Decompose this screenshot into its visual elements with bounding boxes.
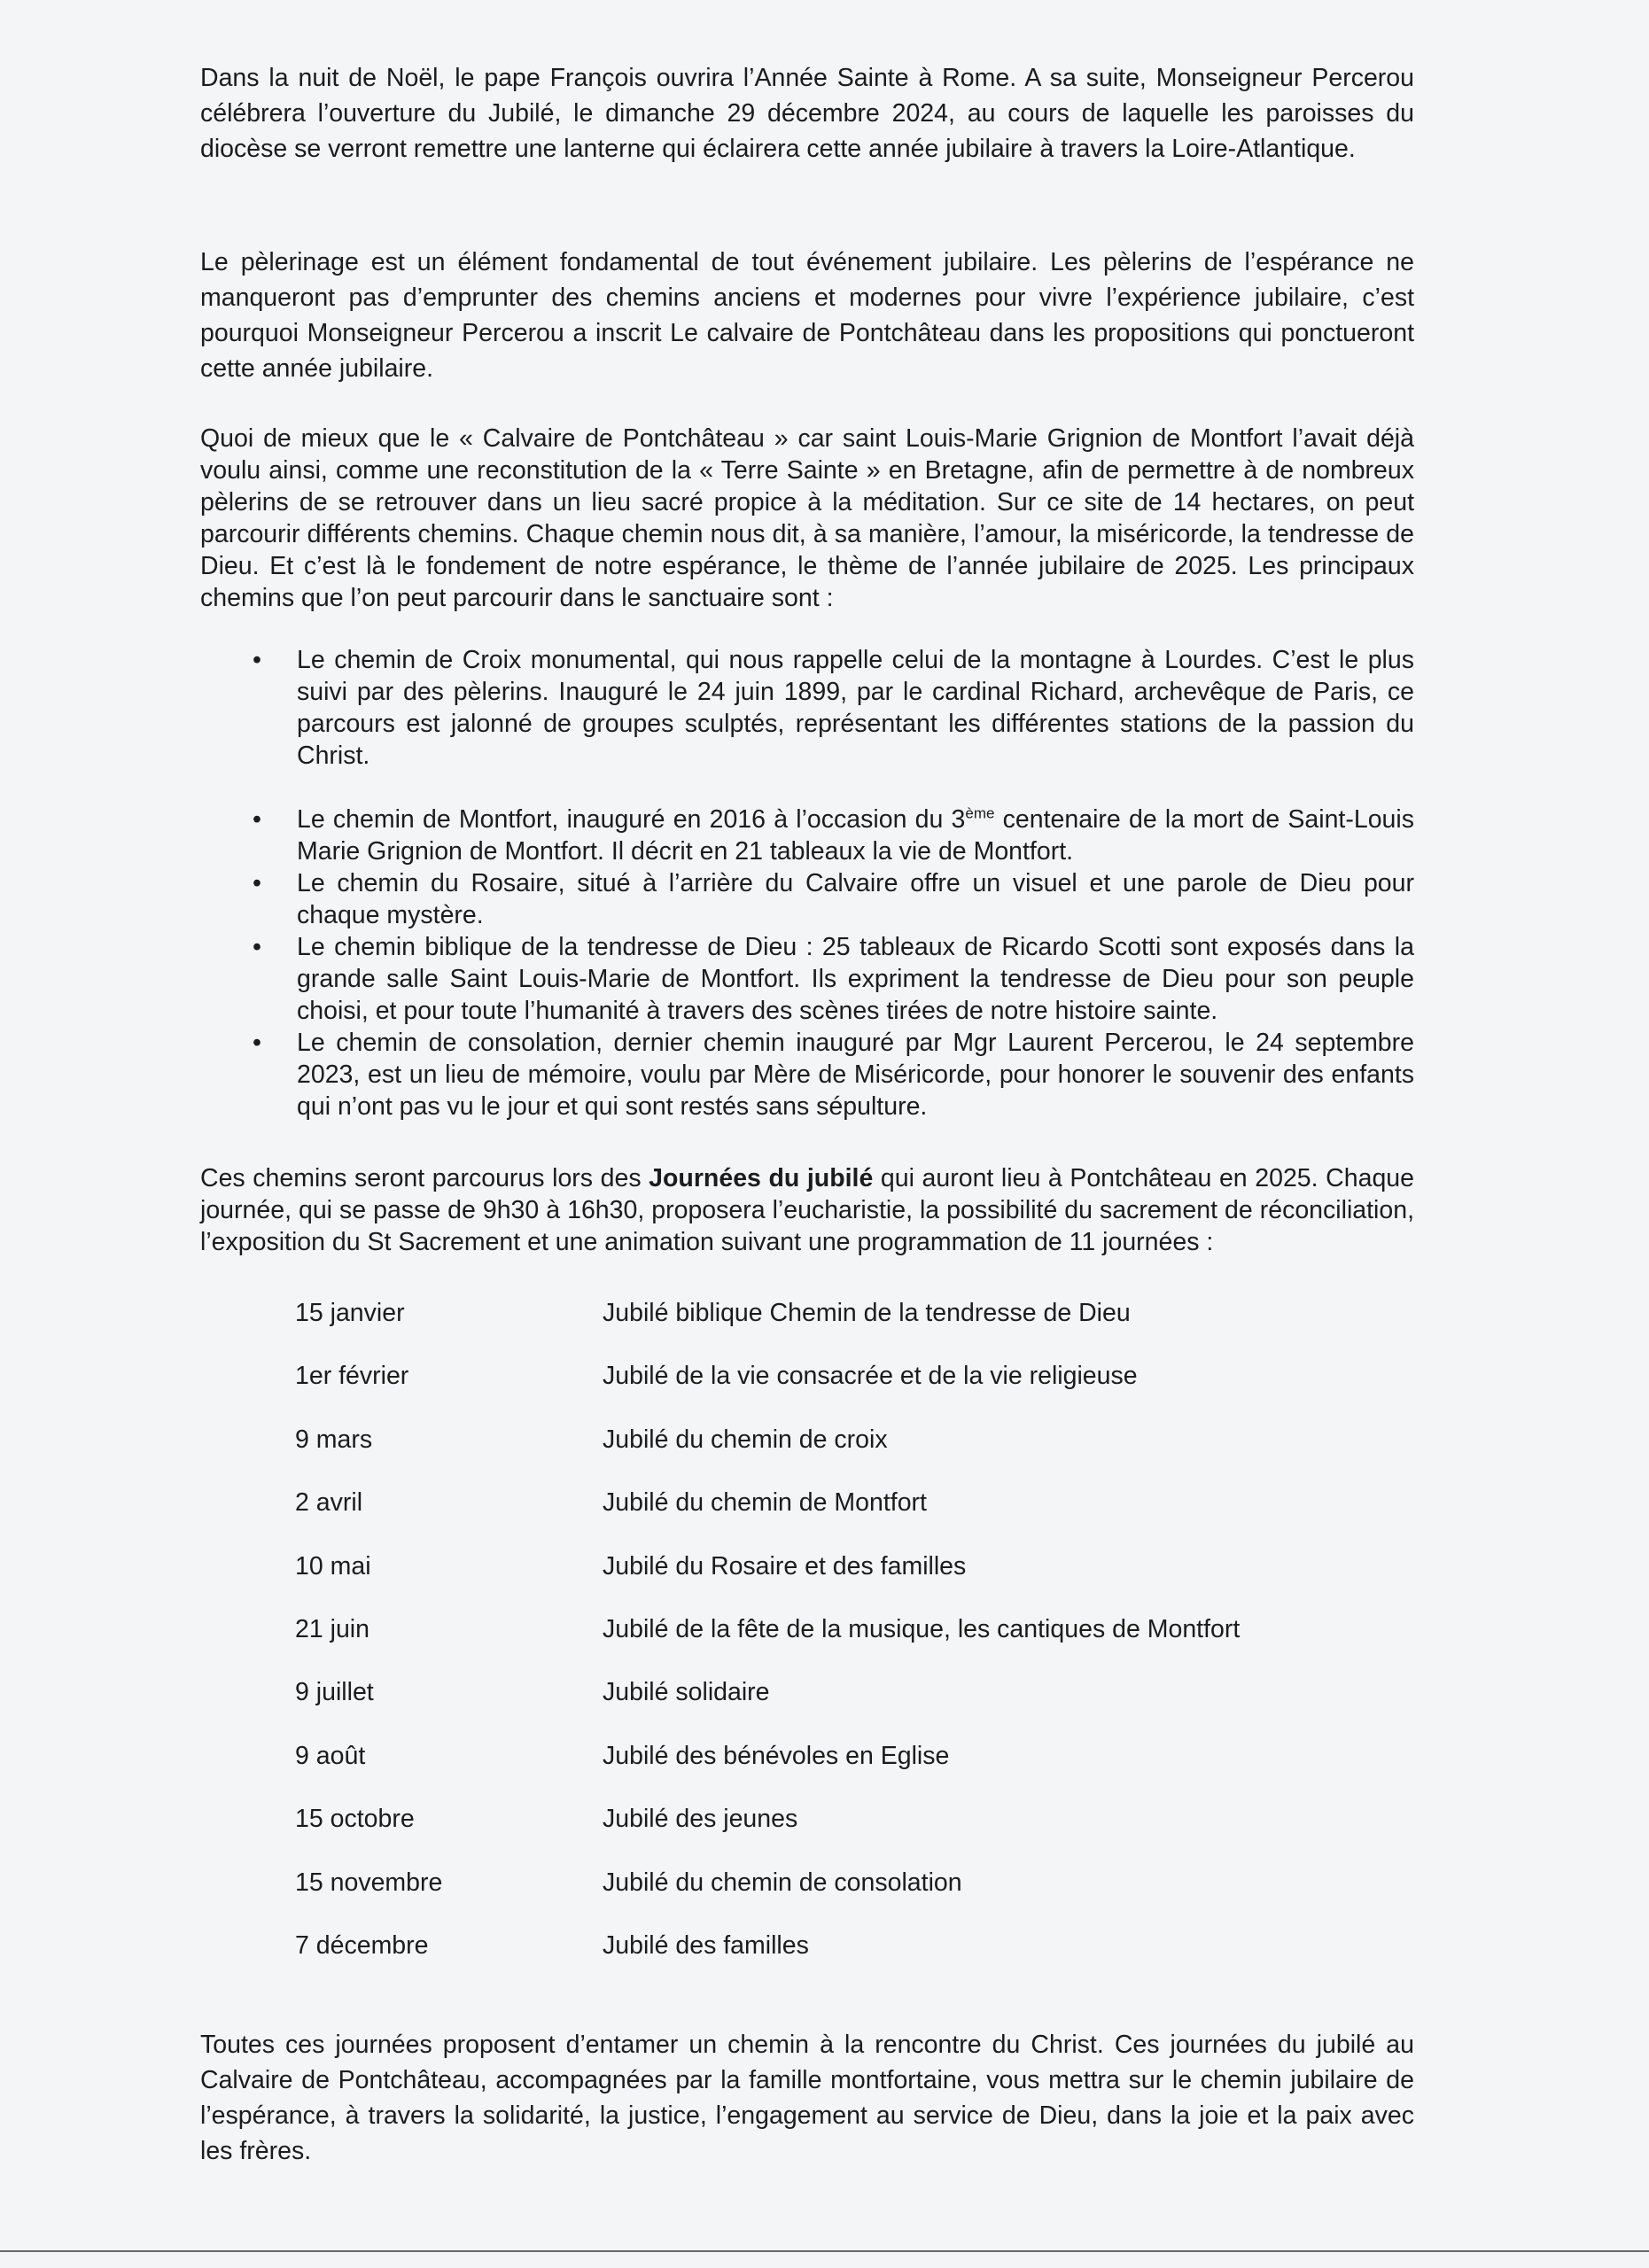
paragraph-jubilee-opening: Dans la nuit de Noël, le pape François ouvrira l’Année Sainte à Rome. A sa suite, Monseigneur Percerou célébrera l’ouverture du Jubilé, le dimanche 29 décembre 2024, au cours de laquelle les paroisses du diocèse se verront remettre une lanterne qui éclairera cette année jubilaire à travers la Loire-Atlantique. (200, 64, 1414, 163)
paragraph-journees-text: qui auront lieu à Pontchâteau en 2025. Chaque journée, qui se passe de 9h30 à 16h30, proposera l’eucharistie, la possibilité du sacrement de réconciliation, l’exposition du St Sacrement et une animation suivant une programmation de 11 journées : (200, 1164, 1414, 1256)
intro-paragraph-block (200, 60, 1414, 167)
schedule-event: Jubilé de la fête de la musique, les cantiques de Montfort (603, 1615, 1241, 1643)
paragraph-closing: Toutes ces journées proposent d’entamer un chemin à la rencontre du Christ. Ces journées du jubilé au Calvaire de Pontchâteau, accompagnées par la famille montfortaine, vous mettra sur le chemin jubilaire de l’espérance, à travers la solidarité, la justice, l’engagement au service de Dieu, dans la joie et la paix avec les frères. (200, 2031, 1414, 2165)
paragraph-pilgrimage: Le pèlerinage est un élément fondamental de tout événement jubilaire. Les pèlerins de l’espérance ne manqueront pas d’emprunter des chemins anciens et modernes pour vivre l’expérience jubilaire, c’est pourquoi Monseigneur Percerou a inscrit Le calvaire de Pontchâteau dans les propositions qui ponctueront cette année jubilaire. (200, 248, 1414, 383)
schedule-event: Jubilé du chemin de croix (603, 1425, 888, 1454)
pilgrimage-paragraph-block (200, 245, 1414, 386)
bullet-item-chemin-de-montfort (200, 804, 1414, 867)
bullet-text: Le chemin de consolation, dernier chemin inauguré par Mgr Laurent Percerou, le 24 septembre 2023, est un lieu de mémoire, voulu par Mère de Miséricorde, pour honorer le souvenir des enfants qui n’ont pas vu le jour et qui sont restés sans sépulture. (297, 1029, 1414, 1121)
schedule-event: Jubilé du Rosaire et des familles (603, 1552, 967, 1581)
schedule-date: 9 mars (295, 1425, 373, 1454)
bullet-marker: • (253, 805, 261, 834)
schedule-event: Jubilé solidaire (603, 1678, 770, 1706)
bullet-marker: • (253, 1029, 261, 1057)
paragraph-calvaire: Quoi de mieux que le « Calvaire de Pontchâteau » car saint Louis-Marie Grignion de Montfort l’avait déjà voulu ainsi, comme une reconstitution de la « Terre Sainte » en Bretagne, afin de permettre à de nombreux pèlerins de se retrouver dans un lieu sacré propice à la méditation. Sur ce site de 14 hectares, on peut parcourir différents chemins. Chaque chemin nous dit, à sa manière, l’amour, la miséricorde, la tendresse de Dieu. Et c’est là le fondement de notre espérance, le thème de l’année jubilaire de 2025. Les principaux chemins que l’on peut parcourir dans le sanctuaire sont : (200, 424, 1414, 612)
schedule-date: 10 mai (295, 1552, 371, 1581)
schedule-event: Jubilé biblique Chemin de la tendresse de Dieu (603, 1299, 1131, 1327)
schedule-event: Jubilé des jeunes (603, 1805, 798, 1833)
bullet-text: Le chemin du Rosaire, situé à l’arrière du Calvaire offre un visuel et une parole de Dieu pour chaque mystère. (297, 869, 1414, 929)
schedule-event: Jubilé de la vie consacrée et de la vie religieuse (603, 1362, 1138, 1390)
bullet-text: Le chemin biblique de la tendresse de Dieu : 25 tableaux de Ricardo Scotti sont exposés dans la grande salle Saint Louis-Marie de Montfort. Ils expriment la tendresse de Dieu pour son peuple choisi, et pour toute l’humanité à travers des scènes tirées de notre histoire sainte. (297, 933, 1414, 1025)
bullet-text: Le chemin de Montfort, inauguré en 2016 à l’occasion du 3 (297, 805, 966, 834)
schedule-date: 9 juillet (295, 1678, 374, 1706)
schedule-date: 7 décembre (295, 1931, 429, 1960)
schedule-date: 15 octobre (295, 1805, 415, 1833)
bullet-marker: • (253, 646, 261, 674)
schedule-date: 15 novembre (295, 1868, 443, 1897)
schedule-date: 21 juin (295, 1615, 369, 1643)
bullet-item-chemin-du-rosaire (200, 867, 1414, 931)
schedule-date: 9 août (295, 1742, 366, 1770)
bullet-item-chemin-de-croix (200, 644, 1414, 772)
paragraph-journees-bold: Journées du jubilé (649, 1164, 874, 1192)
calvaire-paragraph-block (200, 423, 1414, 614)
paragraph-journees-text: Ces chemins seront parcourus lors des (200, 1164, 649, 1192)
bullet-marker: • (253, 869, 261, 897)
bullet-item-chemin-de-consolation (200, 1027, 1414, 1122)
schedule-event: Jubilé du chemin de Montfort (603, 1488, 927, 1517)
schedule-date: 15 janvier (295, 1299, 405, 1327)
bullet-text: Le chemin de Croix monumental, qui nous rappelle celui de la montagne à Lourdes. C’est le plus suivi par des pèlerins. Inauguré le 24 juin 1899, par le cardinal Richard, archevêque de Paris, ce parcours est jalonné de groupes sculptés, représentant les différentes stations de la passion du Christ. (297, 646, 1414, 770)
journees-paragraph-block (200, 1162, 1414, 1258)
superscript-ordinal: ème (965, 804, 995, 822)
bullet-item-chemin-biblique (200, 931, 1414, 1027)
schedule-event: Jubilé des familles (603, 1931, 809, 1960)
schedule-date: 1er février (295, 1362, 409, 1390)
bullet-text: centenaire de la mort de Saint-Louis Marie Grignion de Montfort. Il décrit en 21 tableaux la vie de Montfort. (297, 805, 1414, 866)
paragraph-journees (200, 1162, 1414, 1258)
closing-paragraph-block (200, 2027, 1414, 2169)
scan-edge-divider (0, 2250, 1649, 2252)
schedule-event: Jubilé du chemin de consolation (603, 1868, 962, 1897)
schedule-event: Jubilé des bénévoles en Eglise (603, 1742, 950, 1770)
paths-bullet-list (200, 644, 1414, 1122)
schedule-date: 2 avril (295, 1488, 363, 1517)
bullet-marker: • (253, 933, 261, 961)
